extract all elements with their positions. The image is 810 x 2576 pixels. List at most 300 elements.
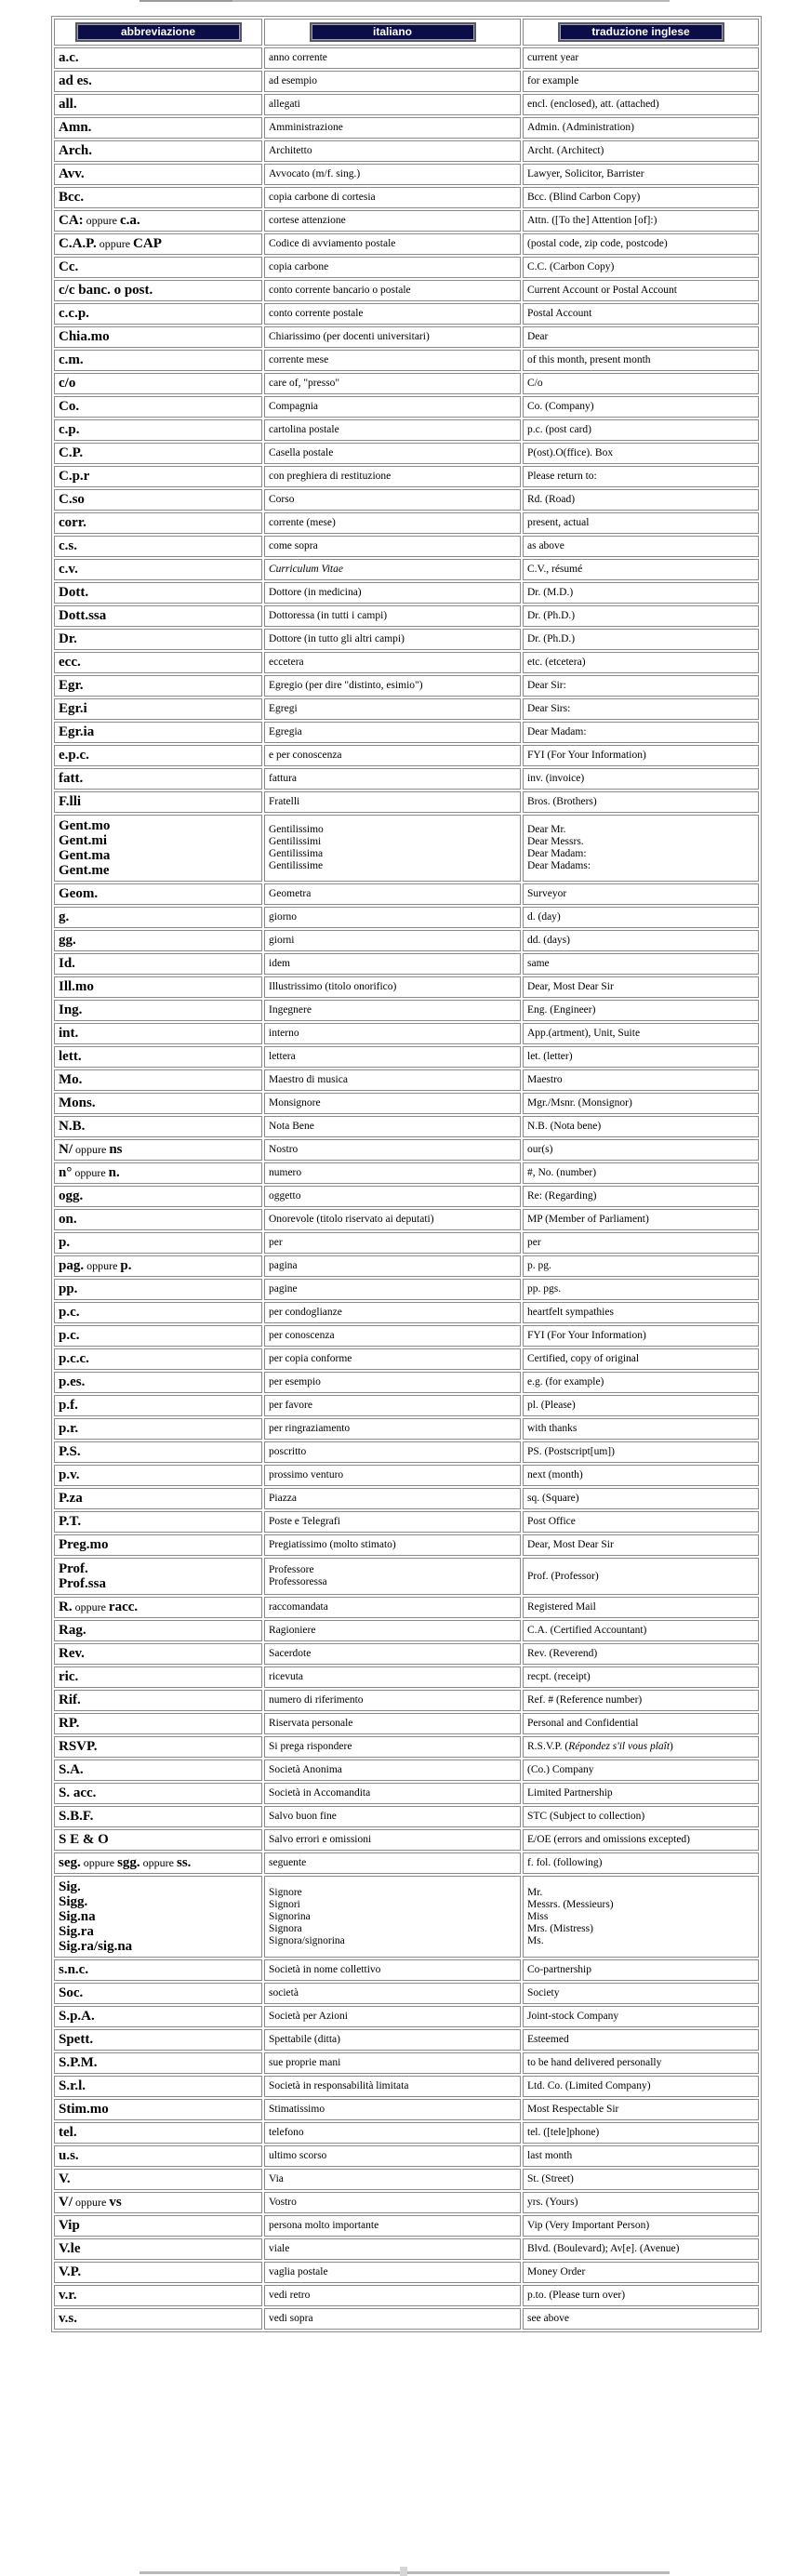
cell-english: [523, 94, 759, 115]
cell-line: Sig.ra/sig.na: [59, 1939, 133, 1954]
cell-line: R.S.V.P. (Répondez s'il vous plaît): [527, 1741, 673, 1752]
cell-line: Spettabile (ditta): [269, 2034, 340, 2045]
abbreviation-text: c/o: [59, 376, 76, 391]
cell-line: Limited Partnership: [527, 1787, 613, 1799]
cell-italian: [264, 1046, 521, 1068]
table-row: [54, 1046, 759, 1068]
table-row: [54, 257, 759, 278]
cell-italian: [264, 2052, 521, 2074]
cell-line: Geometra: [269, 888, 312, 899]
cell-line: Esteemed: [527, 2034, 569, 2045]
cell-abbreviation: [54, 2052, 262, 2074]
cell-english: [523, 1232, 759, 1254]
cell-english: [523, 2262, 759, 2283]
cell-line: (Co.) Company: [527, 1764, 594, 1775]
cell-italian: [264, 396, 521, 418]
abbreviation-text: Soc.: [59, 1985, 84, 2000]
cell-abbreviation: [54, 1162, 262, 1184]
abbreviation-text: S.P.M.: [59, 2055, 98, 2070]
abbreviation-text: c/c banc. o post.: [59, 283, 153, 298]
cell-line: C.C. (Carbon Copy): [527, 261, 615, 272]
cell-italian: [264, 1713, 521, 1734]
cell-line: Via: [269, 2173, 284, 2184]
abbreviation-text: V.P.: [59, 2264, 82, 2279]
cell-line: Blvd. (Boulevard); Av[e]. (Avenue): [527, 2243, 680, 2254]
cell-italian: [264, 1643, 521, 1665]
cell-abbreviation: [54, 1983, 262, 2004]
cell-line: FYI (For Your Information): [527, 750, 646, 761]
alternative-separator: oppure: [96, 237, 134, 250]
cell-english: [523, 2308, 759, 2330]
abbreviation-text: n.: [108, 1165, 120, 1180]
table-row: [54, 722, 759, 743]
abbreviation-text: Dott.: [59, 585, 89, 600]
cell-abbreviation: [54, 1852, 262, 1874]
cell-line: conto corrente bancario o postale: [269, 285, 411, 296]
cell-abbreviation: [54, 47, 262, 69]
abbreviation-text: Vip: [59, 2218, 80, 2233]
abbreviation-text: S. acc.: [59, 1786, 97, 1800]
cell-line: Archt. (Architect): [527, 145, 604, 156]
cell-italian: [264, 1209, 521, 1230]
cell-line: Current Account or Postal Account: [527, 285, 677, 296]
cell-italian: [264, 1116, 521, 1137]
cell-abbreviation: [54, 1348, 262, 1370]
cell-italian: [264, 1232, 521, 1254]
cell-abbreviation: [54, 443, 262, 464]
cell-english: [523, 1736, 759, 1758]
cell-abbreviation: [54, 2099, 262, 2120]
cell-italian: [264, 2215, 521, 2237]
cell-english: [523, 233, 759, 255]
cell-italian: [264, 1597, 521, 1618]
header-abbreviation-label: abbreviazione: [75, 22, 242, 42]
cell-english: [523, 1093, 759, 1114]
cell-italian: [264, 1558, 521, 1595]
cell-italian: [264, 745, 521, 766]
table-row: [54, 373, 759, 394]
cell-italian: [264, 1829, 521, 1851]
cell-line: copia carbone: [269, 261, 329, 272]
table-row: [54, 71, 759, 92]
cell-italian: [264, 791, 521, 813]
cell-abbreviation: [54, 489, 262, 511]
cell-line: numero: [269, 1167, 302, 1178]
cell-line: Society: [527, 1987, 560, 1998]
cell-line: Dear Messrs.: [527, 836, 584, 847]
cell-line: of this month, present month: [527, 354, 651, 365]
cell-italian: [264, 443, 521, 464]
cell-line: our(s): [527, 1144, 553, 1155]
cell-abbreviation: [54, 815, 262, 882]
cell-line: e.g. (for example): [527, 1376, 604, 1388]
cell-line: Dr. (Ph.D.): [527, 633, 576, 644]
cell-abbreviation: [54, 466, 262, 487]
cell-abbreviation: [54, 1209, 262, 1230]
abbreviation-text: ad es.: [59, 73, 92, 88]
cell-italian: [264, 582, 521, 604]
cell-italian: [264, 2169, 521, 2190]
cell-abbreviation: [54, 1465, 262, 1486]
abbreviations-table-container: [51, 16, 758, 2332]
cell-line: Salvo buon fine: [269, 1811, 337, 1822]
cell-italian: [264, 1279, 521, 1300]
cell-line: Professore: [269, 1564, 314, 1575]
cell-line: etc. (etcetera): [527, 657, 586, 668]
cell-italian: [264, 1093, 521, 1114]
cell-italian: [264, 326, 521, 348]
cell-italian: [264, 907, 521, 928]
abbreviation-text: Chia.mo: [59, 329, 110, 344]
cell-english: [523, 1139, 759, 1161]
cell-line: Bros. (Brothers): [527, 796, 597, 807]
cell-line: Chiarissimo (per docenti universitari): [269, 331, 430, 342]
cell-line: Sigg.: [59, 1894, 88, 1909]
cell-line: come sopra: [269, 540, 318, 551]
cell-abbreviation: [54, 1302, 262, 1323]
table-row: [54, 582, 759, 604]
table-row: [54, 953, 759, 975]
abbreviation-text: pp.: [59, 1281, 78, 1296]
cell-line: Dottoressa (in tutti i campi): [269, 610, 388, 621]
alternative-separator: oppure: [84, 1259, 121, 1272]
cell-english: [523, 1000, 759, 1021]
cell-english: [523, 652, 759, 673]
cell-english: [523, 1959, 759, 1981]
abbreviation-text: CA:: [59, 213, 84, 228]
cell-line: pagina: [269, 1260, 298, 1271]
cell-line: Stimatissimo: [269, 2104, 325, 2115]
cell-abbreviation: [54, 1759, 262, 1781]
cell-italian: [264, 1534, 521, 1556]
alternative-separator: oppure: [72, 1166, 109, 1179]
cell-english: [523, 605, 759, 627]
cell-english: [523, 117, 759, 139]
cell-line: Vostro: [269, 2197, 297, 2208]
abbreviation-text: c.a.: [120, 213, 140, 228]
cell-line: Poste e Telegrafi: [269, 1516, 340, 1527]
table-row: [54, 536, 759, 557]
cell-line: Corso: [269, 494, 295, 505]
cell-line: vedi retro: [269, 2290, 311, 2301]
abbreviation-text: ss.: [177, 1855, 192, 1870]
cell-abbreviation: [54, 1232, 262, 1254]
abbreviation-text: Stim.mo: [59, 2102, 109, 2117]
table-row: [54, 1023, 759, 1044]
cell-line: Piazza: [269, 1493, 298, 1504]
table-row: [54, 140, 759, 162]
abbreviation-text: sgg.: [117, 1855, 140, 1870]
cell-italian: [264, 1325, 521, 1347]
cell-italian: [264, 1736, 521, 1758]
cell-abbreviation: [54, 1643, 262, 1665]
table-row: [54, 629, 759, 650]
cell-line: Surveyor: [527, 888, 567, 899]
abbreviation-text: Arch.: [59, 143, 92, 158]
abbreviation-text: seg.: [59, 1855, 81, 1870]
cell-english: [523, 512, 759, 534]
cell-italian: [264, 2006, 521, 2027]
abbreviation-text: Rif.: [59, 1693, 81, 1707]
cell-line: Compagnia: [269, 401, 319, 412]
cell-line: prossimo venturo: [269, 1469, 344, 1481]
cell-abbreviation: [54, 722, 262, 743]
cell-english: [523, 1783, 759, 1804]
abbreviation-text: Id.: [59, 956, 75, 971]
abbreviation-text: on.: [59, 1212, 77, 1227]
cell-line: Ref. # (Reference number): [527, 1694, 643, 1706]
cell-line: Società per Azioni: [269, 2011, 348, 2022]
cell-line: E/OE (errors and omissions excepted): [527, 1834, 691, 1845]
cell-english: [523, 1372, 759, 1393]
cell-line: d. (day): [527, 911, 561, 923]
cell-line: Società in nome collettivo: [269, 1964, 381, 1975]
abbreviation-text: Preg.mo: [59, 1537, 109, 1552]
cell-english: [523, 2052, 759, 2074]
abbreviation-text: S.B.F.: [59, 1809, 94, 1824]
abbreviation-text: N.B.: [59, 1119, 86, 1134]
alternative-separator: oppure: [83, 214, 120, 227]
table-row: [54, 976, 759, 998]
cell-line: Signora/signorina: [269, 1934, 345, 1946]
cell-italian: [264, 1488, 521, 1509]
cell-line: con preghiera di restituzione: [269, 471, 392, 482]
cell-line: Avvocato (m/f. sing.): [269, 168, 361, 179]
cell-line: Sig.na: [59, 1909, 96, 1924]
abbreviation-text: N/: [59, 1142, 73, 1157]
cell-line: Maestro di musica: [269, 1074, 348, 1085]
cell-abbreviation: [54, 1116, 262, 1137]
cell-line: next (month): [527, 1469, 583, 1481]
cell-line: eccetera: [269, 657, 304, 668]
cell-abbreviation: [54, 233, 262, 255]
cell-italian: [264, 1139, 521, 1161]
cell-abbreviation: [54, 1736, 262, 1758]
cell-italian: [264, 2192, 521, 2213]
cell-line: Vip (Very Important Person): [527, 2220, 650, 2231]
table-row: [54, 1959, 759, 1981]
cell-english: [523, 675, 759, 697]
cell-abbreviation: [54, 2192, 262, 2213]
cell-line: Dear Madam:: [527, 726, 587, 737]
cell-line: for example: [527, 75, 579, 86]
cell-italian: [264, 1876, 521, 1958]
cell-italian: [264, 2029, 521, 2051]
cell-line: interno: [269, 1028, 299, 1039]
cell-italian: [264, 2308, 521, 2330]
cell-line: Attn. ([To the] Attention [of]:): [527, 215, 657, 226]
cell-abbreviation: [54, 1713, 262, 1734]
table-row: [54, 1876, 759, 1958]
cell-line: Dear Sirs:: [527, 703, 571, 714]
cell-english: [523, 1713, 759, 1734]
cell-abbreviation: [54, 1876, 262, 1958]
cell-line: Signora: [269, 1922, 302, 1934]
abbreviation-text: C.A.P.: [59, 236, 97, 251]
abbreviation-text: Egr.: [59, 678, 84, 693]
cell-english: [523, 373, 759, 394]
cell-english: [523, 2169, 759, 2190]
cell-line: Dear Madam:: [527, 848, 587, 859]
cell-italian: [264, 1162, 521, 1184]
cell-line: Gentilissimi: [269, 836, 322, 847]
cell-italian: [264, 164, 521, 185]
cell-abbreviation: [54, 1488, 262, 1509]
alternative-separator: oppure: [73, 1143, 110, 1156]
cell-abbreviation: [54, 1093, 262, 1114]
abbreviation-text: all.: [59, 97, 77, 112]
cell-abbreviation: [54, 326, 262, 348]
cell-line: per: [269, 1237, 283, 1248]
cell-italian: [264, 187, 521, 208]
cell-line: Please return to:: [527, 471, 597, 482]
cell-line: C.A. (Certified Accountant): [527, 1625, 647, 1636]
cell-english: [523, 930, 759, 951]
header-english-label: traduzione inglese: [558, 22, 724, 42]
abbreviation-text: pag.: [59, 1258, 85, 1273]
bottom-divider-marker: [400, 2567, 407, 2576]
cell-abbreviation: [54, 883, 262, 905]
cell-english: [523, 1806, 759, 1827]
cell-italian: [264, 1348, 521, 1370]
cell-line: Curriculum Vitae: [269, 564, 343, 575]
abbreviation-text: p.c.: [59, 1305, 80, 1320]
cell-english: [523, 791, 759, 813]
cell-line: Eng. (Engineer): [527, 1004, 596, 1016]
cell-line: Ragioniere: [269, 1625, 316, 1636]
cell-line: Dear Sir:: [527, 680, 566, 691]
table-row: [54, 1255, 759, 1277]
alternative-separator: oppure: [80, 1856, 118, 1869]
cell-line: N.B. (Nota bene): [527, 1121, 602, 1132]
cell-line: Architetto: [269, 145, 312, 156]
abbreviation-text: Bcc.: [59, 190, 85, 205]
cell-line: recpt. (receipt): [527, 1671, 591, 1682]
table-row: [54, 675, 759, 697]
cell-english: [523, 1597, 759, 1618]
cell-line: Personal and Confidential: [527, 1718, 639, 1729]
cell-line: sq. (Square): [527, 1493, 579, 1504]
cell-line: Postal Account: [527, 308, 592, 319]
table-row: [54, 2285, 759, 2306]
cell-english: [523, 1186, 759, 1207]
header-abbreviation: [54, 19, 262, 46]
cell-line: Gentilissime: [269, 860, 324, 871]
cell-italian: [264, 652, 521, 673]
cell-line: Egregia: [269, 726, 302, 737]
cell-line: vaglia postale: [269, 2266, 328, 2277]
table-row: [54, 326, 759, 348]
abbreviation-text: c.v.: [59, 562, 78, 577]
cell-english: [523, 2145, 759, 2167]
abbreviation-text: p.f.: [59, 1398, 78, 1413]
cell-abbreviation: [54, 1069, 262, 1091]
table-row: [54, 280, 759, 301]
cell-italian: [264, 1690, 521, 1711]
cell-italian: [264, 1852, 521, 1874]
abbreviation-text: u.s.: [59, 2148, 79, 2163]
cell-line: poscritto: [269, 1446, 307, 1457]
cell-line: Bcc. (Blind Carbon Copy): [527, 192, 641, 203]
cell-italian: [264, 1620, 521, 1641]
table-row: [54, 2099, 759, 2120]
table-row: [54, 2238, 759, 2260]
header-english: [523, 19, 759, 46]
cell-line: Mgr./Msnr. (Monsignor): [527, 1097, 632, 1109]
cell-abbreviation: [54, 373, 262, 394]
cell-italian: [264, 1255, 521, 1277]
cell-italian: [264, 1441, 521, 1463]
table-row: [54, 1302, 759, 1323]
cell-english: [523, 629, 759, 650]
cell-line: Nostro: [269, 1144, 299, 1155]
abbreviation-text: vs: [109, 2195, 122, 2210]
abbreviation-text: V.le: [59, 2241, 81, 2256]
abbreviation-text: Egr.i: [59, 701, 87, 716]
abbreviation-text: int.: [59, 1026, 79, 1041]
abbreviation-text: S.r.l.: [59, 2078, 86, 2093]
cell-line: Dr. (Ph.D.): [527, 610, 576, 621]
abbreviation-text: Avv.: [59, 166, 85, 181]
abbreviation-text: p.: [120, 1258, 132, 1273]
table-row: [54, 791, 759, 813]
cell-english: [523, 1046, 759, 1068]
cell-line: Dear Madams:: [527, 860, 591, 871]
cell-italian: [264, 768, 521, 790]
cell-line: Società in responsabilità limitata: [269, 2080, 409, 2091]
cell-english: [523, 1325, 759, 1347]
table-row: [54, 443, 759, 464]
table-row: [54, 698, 759, 720]
cell-abbreviation: [54, 419, 262, 441]
cell-abbreviation: [54, 117, 262, 139]
abbreviation-text: Dr.: [59, 631, 77, 646]
abbreviation-text: Co.: [59, 399, 80, 414]
cell-line: Signore: [269, 1886, 302, 1898]
cell-line: fattura: [269, 773, 298, 784]
cell-abbreviation: [54, 2262, 262, 2283]
cell-english: [523, 2006, 759, 2027]
abbreviation-text: Rag.: [59, 1623, 86, 1638]
table-row: [54, 1713, 759, 1734]
cell-abbreviation: [54, 1279, 262, 1300]
cell-italian: [264, 2238, 521, 2260]
cell-line: Gent.ma: [59, 848, 111, 863]
cell-line: Dear Mr.: [527, 824, 566, 835]
cell-line: St. (Street): [527, 2173, 574, 2184]
cell-english: [523, 1876, 759, 1958]
cell-italian: [264, 466, 521, 487]
cell-line: Dottore (in tutto gli altri campi): [269, 633, 405, 644]
table-row: [54, 187, 759, 208]
cell-line: STC (Subject to collection): [527, 1811, 645, 1822]
cell-line: #, No. (number): [527, 1167, 597, 1178]
abbreviation-text: e.p.c.: [59, 748, 89, 763]
table-row: [54, 1441, 759, 1463]
cell-english: [523, 745, 759, 766]
cell-italian: [264, 1000, 521, 1021]
table-row: [54, 94, 759, 115]
cell-line: per ringraziamento: [269, 1423, 351, 1434]
table-row: [54, 1620, 759, 1641]
table-row: [54, 1852, 759, 1874]
table-row: [54, 930, 759, 951]
table-row: [54, 815, 759, 882]
cell-line: Dottore (in medicina): [269, 587, 362, 598]
cell-english: [523, 1302, 759, 1323]
cell-abbreviation: [54, 2145, 262, 2167]
abbreviation-text: p.: [59, 1235, 71, 1250]
